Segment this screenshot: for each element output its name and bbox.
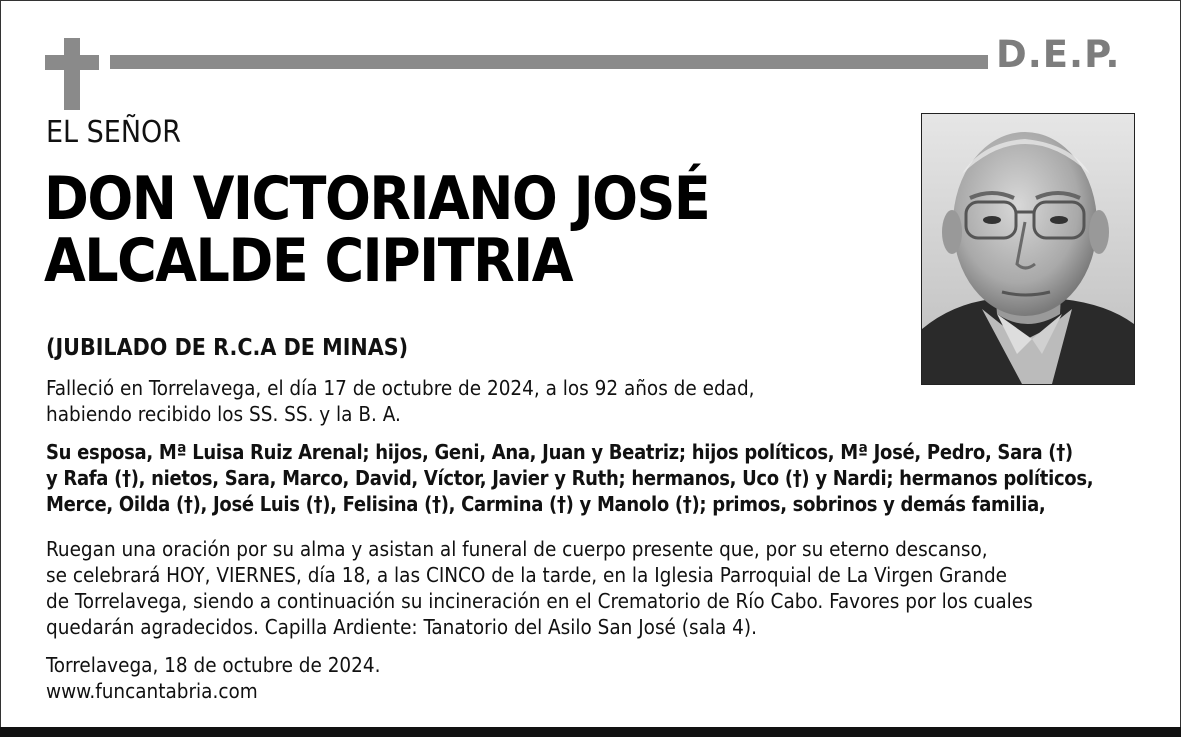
family-list <box>46 439 1093 517</box>
funeral-line: quedarán agradecidos. Capilla Ardiente: Tanatorio del Asilo San José (sala 4). <box>46 615 757 639</box>
name-line: DON VICTORIANO JOSÉ <box>44 164 710 234</box>
name-line: ALCALDE CIPITRIA <box>44 226 572 296</box>
honorific: EL SEÑOR <box>46 115 182 150</box>
family-line: y Rafa (†), nietos, Sara, Marco, David, Víctor, Javier y Ruth; hermanos, Uco (†) y Nardi; hermanos políticos, <box>46 466 1094 490</box>
family-line: Su esposa, Mª Luisa Ruiz Arenal; hijos, Geni, Ana, Juan y Beatriz; hijos políticos, Mª José, Pedro, Sara (†) <box>46 440 1073 464</box>
funeral-line: Ruegan una oración por su alma y asistan al funeral de cuerpo presente que, por su eterno descanso, <box>46 537 988 561</box>
funeral-details <box>46 536 1033 640</box>
header-rule <box>110 55 988 69</box>
funeral-line: de Torrelavega, siendo a continuación su incineración en el Crematorio de Río Cabo. Favores por los cuales <box>46 589 1033 613</box>
family-line: Merce, Oilda (†), José Luis (†), Felisina (†), Carmina (†) y Manolo (†); primos, sobrinos y demás familia, <box>46 492 1046 516</box>
funeral-line: se celebrará HOY, VIERNES, día 18, a las CINCO de la tarde, en la Iglesia Parroquial de La Virgen Grande <box>46 563 1008 587</box>
website-link[interactable]: www.funcantabria.com <box>46 679 258 703</box>
death-line: habiendo recibido los SS. SS. y la B. A. <box>46 402 401 426</box>
dep-label: D.E.P. <box>996 33 1121 76</box>
death-details <box>46 375 755 427</box>
closing-date: Torrelavega, 18 de octubre de 2024. <box>46 653 381 677</box>
deceased-name <box>44 164 710 296</box>
death-line: Falleció en Torrelavega, el día 17 de octubre de 2024, a los 92 años de edad, <box>46 376 755 400</box>
bottom-border <box>0 727 1181 737</box>
deceased-role: (JUBILADO DE R.C.A DE MINAS) <box>46 335 409 361</box>
portrait-photo <box>921 113 1135 385</box>
cross-icon <box>45 38 99 110</box>
closing <box>46 652 381 704</box>
